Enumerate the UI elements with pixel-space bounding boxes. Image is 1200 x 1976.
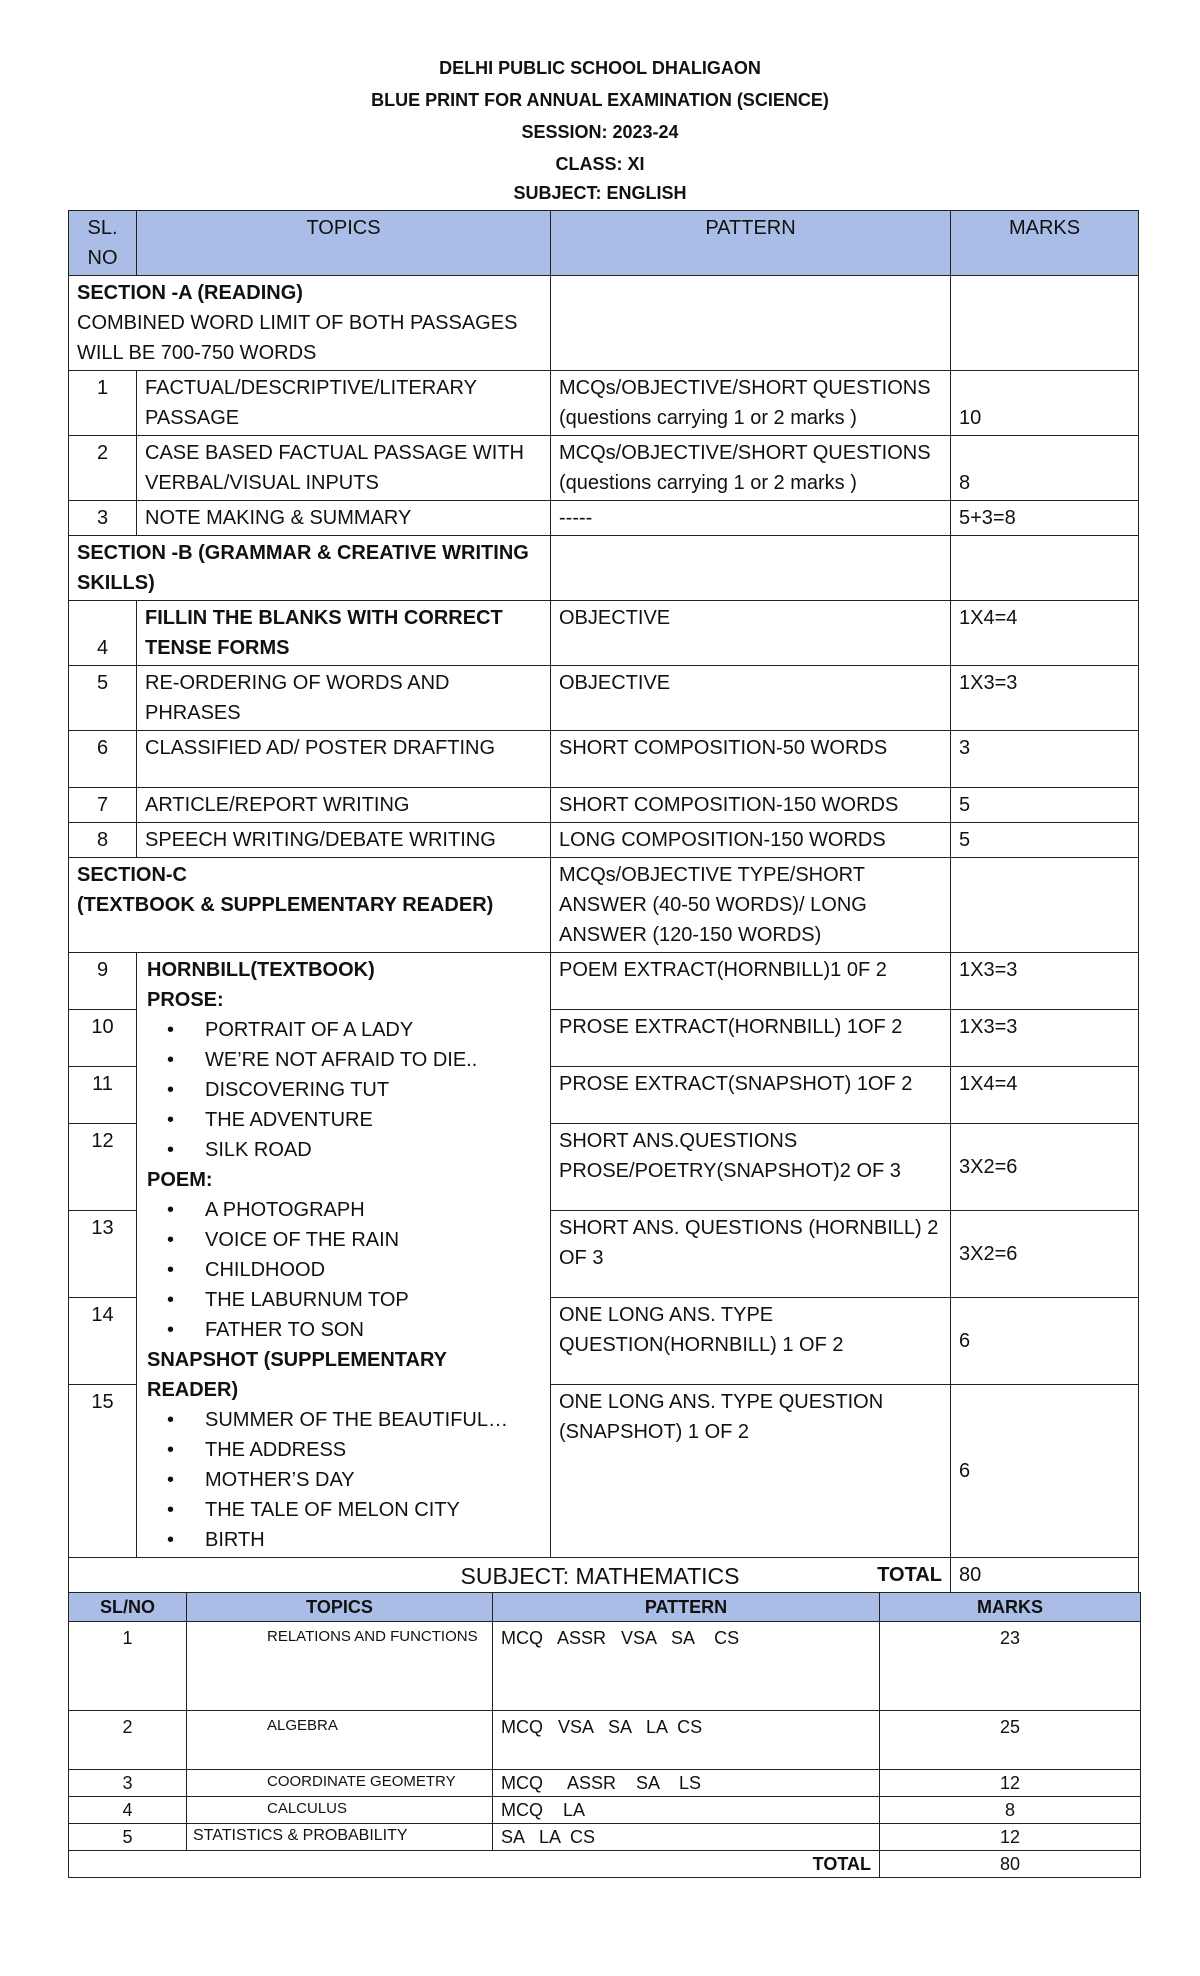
subject-english: SUBJECT: ENGLISH xyxy=(513,183,687,203)
total-value: 80 xyxy=(951,1558,1139,1593)
row-marks: 23 xyxy=(880,1622,1141,1711)
row-pattern: SHORT ANS.QUESTIONS PROSE/POETRY(SNAPSHOT)2 OF 3 xyxy=(551,1124,951,1211)
row-no: 4 xyxy=(69,601,137,666)
row-pattern: ONE LONG ANS. TYPE QUESTION (SNAPSHOT) 1 OF 2 xyxy=(551,1385,951,1558)
total-label: TOTAL xyxy=(69,1851,880,1878)
row-no: 1 xyxy=(69,371,137,436)
row-topic: CASE BASED FACTUAL PASSAGE WITH VERBAL/VISUAL INPUTS xyxy=(137,436,551,501)
list-item: • THE TALE OF MELON CITY xyxy=(205,1495,542,1525)
poem-label: POEM: xyxy=(147,1169,213,1191)
school-name: DELHI PUBLIC SCHOOL DHALIGAON xyxy=(439,58,761,78)
row-pattern: MCQs/OBJECTIVE/SHORT QUESTIONS (questions carrying 1 or 2 marks ) xyxy=(551,371,951,436)
math-blueprint-table xyxy=(68,1592,1141,1878)
row-no: 4 xyxy=(69,1797,187,1824)
row-no: 1 xyxy=(69,1622,187,1711)
col-header-pattern: PATTERN xyxy=(493,1593,880,1622)
row-pattern: SHORT COMPOSITION-150 WORDS xyxy=(551,788,951,823)
row-pattern: MCQ ASSR VSA SA CS xyxy=(493,1622,880,1711)
col-header-marks: MARKS xyxy=(880,1593,1141,1622)
list-item: • MOTHER’S DAY xyxy=(205,1465,542,1495)
row-marks: 3 xyxy=(951,731,1139,788)
row-marks: 5+3=8 xyxy=(951,501,1139,536)
row-no: 3 xyxy=(69,1770,187,1797)
row-topic: STATISTICS & PROBABILITY xyxy=(187,1824,493,1851)
document-title: BLUE PRINT FOR ANNUAL EXAMINATION (SCIENCE) xyxy=(371,90,829,110)
row-topic: ARTICLE/REPORT WRITING xyxy=(137,788,551,823)
total-row xyxy=(69,1851,1141,1878)
row-no: 5 xyxy=(69,666,137,731)
section-c-title: SECTION-C xyxy=(77,864,187,886)
table-row xyxy=(69,1770,1141,1797)
row-pattern: SA LA CS xyxy=(493,1824,880,1851)
row-topic: COORDINATE GEOMETRY xyxy=(187,1770,493,1797)
row-no: 6 xyxy=(69,731,137,788)
section-b-row xyxy=(69,536,1139,601)
row-marks: 3X2=6 xyxy=(951,1124,1139,1211)
table-row xyxy=(69,1824,1141,1851)
row-topic: RELATIONS AND FUNCTIONS xyxy=(187,1622,493,1711)
col-header-topics: TOPICS xyxy=(187,1593,493,1622)
list-item: • BIRTH xyxy=(205,1525,542,1555)
row-no: 2 xyxy=(69,436,137,501)
row-no: 8 xyxy=(69,823,137,858)
section-c-subtitle: (TEXTBOOK & SUPPLEMENTARY READER) xyxy=(77,894,494,916)
row-pattern: MCQs/OBJECTIVE/SHORT QUESTIONS (questions carrying 1 or 2 marks ) xyxy=(551,436,951,501)
table-row xyxy=(69,953,1139,1010)
row-no: 3 xyxy=(69,501,137,536)
row-no: 9 xyxy=(69,953,137,1010)
row-pattern: SHORT ANS. QUESTIONS (HORNBILL) 2 OF 3 xyxy=(551,1211,951,1298)
row-topic: NOTE MAKING & SUMMARY xyxy=(137,501,551,536)
english-blueprint-table xyxy=(68,210,1139,1593)
row-marks: 1X4=4 xyxy=(951,601,1139,666)
row-marks: 6 xyxy=(951,1385,1139,1558)
row-topic: FACTUAL/DESCRIPTIVE/LITERARY PASSAGE xyxy=(137,371,551,436)
snapshot-label: SNAPSHOT (SUPPLEMENTARY READER) xyxy=(147,1349,447,1401)
class: CLASS: XI xyxy=(555,154,645,174)
list-item: • THE ADDRESS xyxy=(205,1435,542,1465)
table-header-row xyxy=(69,211,1139,276)
section-b-title: SECTION -B (GRAMMAR & CREATIVE WRITING SKILLS) xyxy=(69,536,551,601)
total-label: TOTAL xyxy=(69,1558,951,1593)
table-row xyxy=(69,788,1139,823)
list-item: • CHILDHOOD xyxy=(205,1255,542,1285)
col-header-slno: SL. NO xyxy=(69,211,137,276)
hornbill-label: HORNBILL(TEXTBOOK) xyxy=(147,959,375,981)
row-marks: 5 xyxy=(951,823,1139,858)
table-row xyxy=(69,666,1139,731)
list-item: • DISCOVERING TUT xyxy=(205,1075,542,1105)
row-pattern: ONE LONG ANS. TYPE QUESTION(HORNBILL) 1 OF 2 xyxy=(551,1298,951,1385)
row-topic: ALGEBRA xyxy=(187,1711,493,1770)
list-item: • THE LABURNUM TOP xyxy=(205,1285,542,1315)
row-pattern: ----- xyxy=(551,501,951,536)
table-row xyxy=(69,501,1139,536)
list-item: • WE’RE NOT AFRAID TO DIE.. xyxy=(205,1045,542,1075)
row-marks: 3X2=6 xyxy=(951,1211,1139,1298)
row-no: 5 xyxy=(69,1824,187,1851)
prose-label: PROSE: xyxy=(147,989,224,1011)
row-topic: FILLIN THE BLANKS WITH CORRECT TENSE FORMS xyxy=(137,601,551,666)
row-pattern: PROSE EXTRACT(SNAPSHOT) 1OF 2 xyxy=(551,1067,951,1124)
row-pattern: POEM EXTRACT(HORNBILL)1 0F 2 xyxy=(551,953,951,1010)
table-row xyxy=(69,731,1139,788)
list-item: • SUMMER OF THE BEAUTIFUL… xyxy=(205,1405,542,1435)
session: SESSION: 2023-24 xyxy=(521,122,679,142)
list-item: • PORTRAIT OF A LADY xyxy=(205,1015,542,1045)
row-pattern: SHORT COMPOSITION-50 WORDS xyxy=(551,731,951,788)
poem-list xyxy=(147,1195,542,1345)
row-marks: 1X4=4 xyxy=(951,1067,1139,1124)
table-row xyxy=(69,371,1139,436)
list-item: • THE ADVENTURE xyxy=(205,1105,542,1135)
col-header-topics: TOPICS xyxy=(137,211,551,276)
row-marks: 8 xyxy=(880,1797,1141,1824)
row-marks: 12 xyxy=(880,1824,1141,1851)
subject-mathematics: SUBJECT: MATHEMATICS xyxy=(460,1563,740,1589)
row-pattern: MCQ LA xyxy=(493,1797,880,1824)
list-item: • A PHOTOGRAPH xyxy=(205,1195,542,1225)
row-no: 2 xyxy=(69,1711,187,1770)
row-marks: 6 xyxy=(951,1298,1139,1385)
section-a-note: COMBINED WORD LIMIT OF BOTH PASSAGES WILL BE 700-750 WORDS xyxy=(77,312,518,364)
row-pattern: OBJECTIVE xyxy=(551,601,951,666)
row-marks: 10 xyxy=(951,371,1139,436)
row-pattern: MCQ ASSR SA LS xyxy=(493,1770,880,1797)
row-pattern: OBJECTIVE xyxy=(551,666,951,731)
row-pattern: MCQ VSA SA LA CS xyxy=(493,1711,880,1770)
col-header-marks: MARKS xyxy=(951,211,1139,276)
table-row xyxy=(69,1711,1141,1770)
row-marks: 25 xyxy=(880,1711,1141,1770)
section-c-topics xyxy=(137,953,551,1558)
list-item: • VOICE OF THE RAIN xyxy=(205,1225,542,1255)
table-row xyxy=(69,601,1139,666)
table-row xyxy=(69,823,1139,858)
prose-list xyxy=(147,1015,542,1165)
section-c-row xyxy=(69,858,1139,953)
row-marks: 1X3=3 xyxy=(951,1010,1139,1067)
row-marks: 1X3=3 xyxy=(951,953,1139,1010)
table-header-row xyxy=(69,1593,1141,1622)
row-no: 12 xyxy=(69,1124,137,1211)
section-a-title: SECTION -A (READING) xyxy=(77,282,303,304)
row-no: 15 xyxy=(69,1385,137,1558)
row-pattern: LONG COMPOSITION-150 WORDS xyxy=(551,823,951,858)
row-marks: 5 xyxy=(951,788,1139,823)
row-pattern: PROSE EXTRACT(HORNBILL) 1OF 2 xyxy=(551,1010,951,1067)
row-topic: CALCULUS xyxy=(187,1797,493,1824)
section-c-pattern: MCQs/OBJECTIVE TYPE/SHORT ANSWER (40-50 WORDS)/ LONG ANSWER (120-150 WORDS) xyxy=(551,858,951,953)
snapshot-list xyxy=(147,1405,542,1555)
total-value: 80 xyxy=(880,1851,1141,1878)
list-item: • FATHER TO SON xyxy=(205,1315,542,1345)
row-marks: 12 xyxy=(880,1770,1141,1797)
table-row xyxy=(69,1622,1141,1711)
row-no: 10 xyxy=(69,1010,137,1067)
col-header-slno: SL/NO xyxy=(69,1593,187,1622)
table-row xyxy=(69,1797,1141,1824)
row-no: 11 xyxy=(69,1067,137,1124)
list-item: • SILK ROAD xyxy=(205,1135,542,1165)
col-header-pattern: PATTERN xyxy=(551,211,951,276)
row-topic: CLASSIFIED AD/ POSTER DRAFTING xyxy=(137,731,551,788)
row-marks: 8 xyxy=(951,436,1139,501)
row-no: 13 xyxy=(69,1211,137,1298)
row-topic: SPEECH WRITING/DEBATE WRITING xyxy=(137,823,551,858)
row-marks: 1X3=3 xyxy=(951,666,1139,731)
row-no: 14 xyxy=(69,1298,137,1385)
row-topic: RE-ORDERING OF WORDS AND PHRASES xyxy=(137,666,551,731)
row-no: 7 xyxy=(69,788,137,823)
table-row xyxy=(69,436,1139,501)
section-a-row xyxy=(69,276,1139,371)
